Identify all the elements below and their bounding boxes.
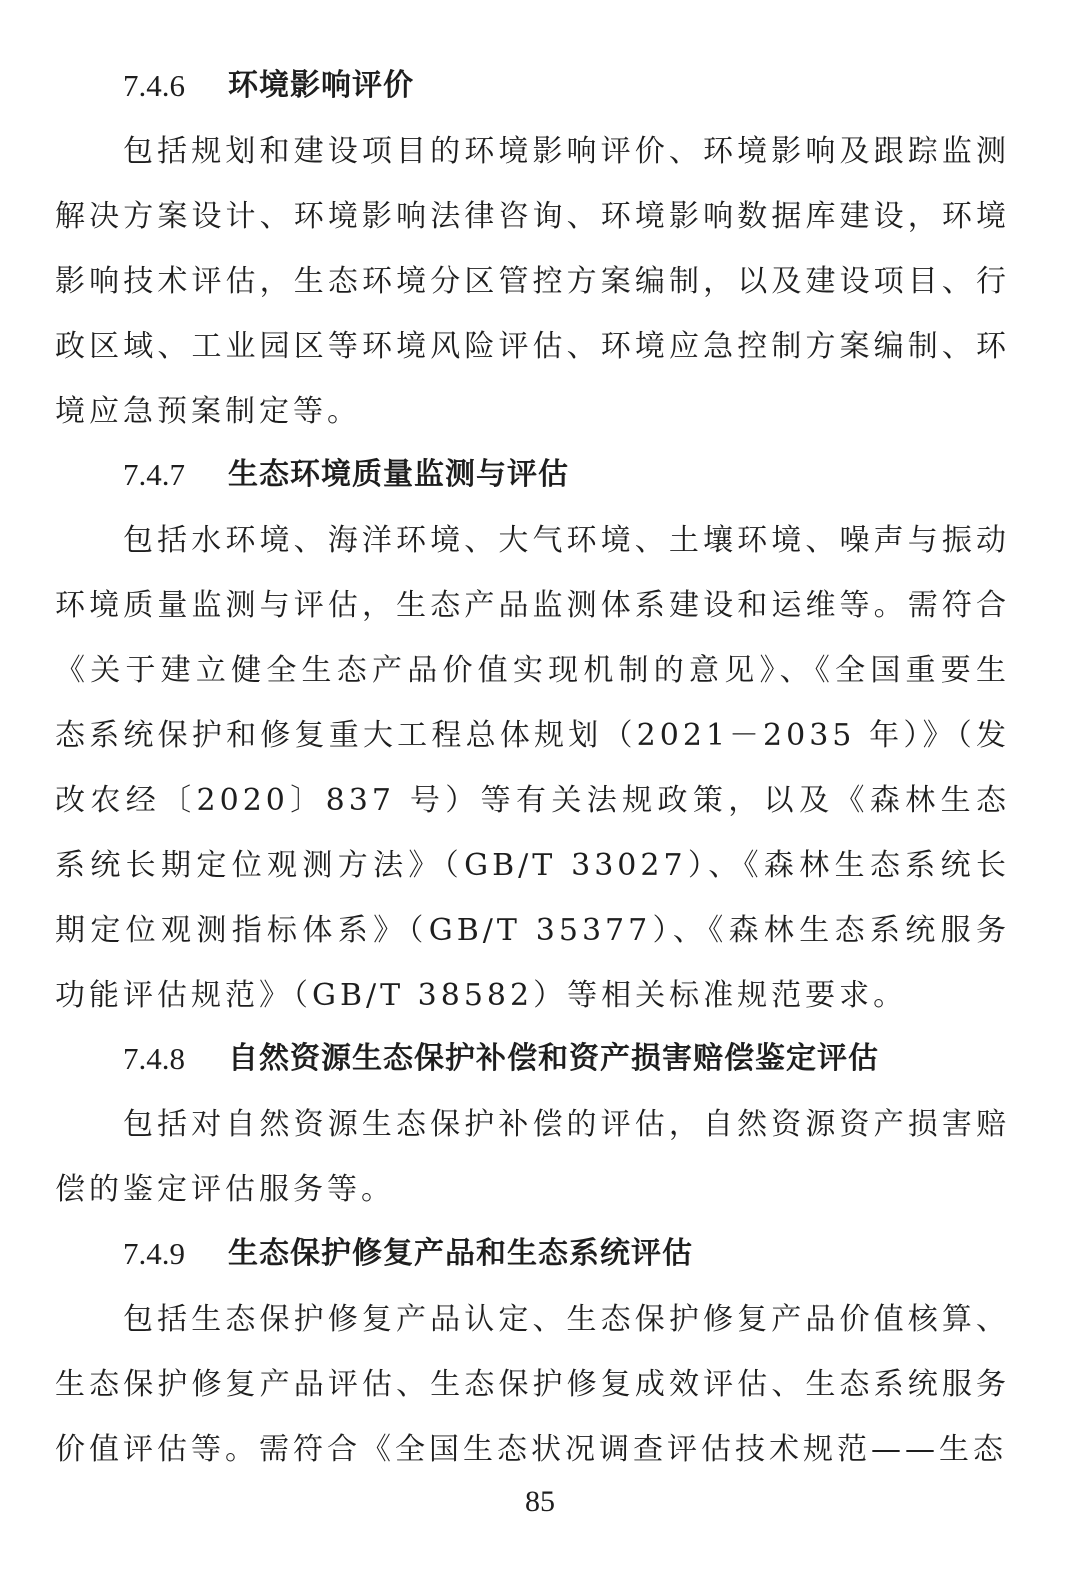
section-heading [55,442,1010,508]
section-heading [55,53,1010,119]
section-body: 包括对自然资源生态保护补偿的评估，自然资源资产损害赔偿的鉴定评估服务等。 [55,1107,1010,1207]
section-7-4-7 [55,442,1010,1028]
section-body: 包括水环境、海洋环境、大气环境、土壤环境、噪声与振动环境质量监测与评估，生态产品监测体系建设和运维等。需符合《关于建立健全生态产品价值实现机制的意见》、《全国重要生态系统保护和修复重大工程总体规划（2021－2035 年）》（发改农经〔2020〕837 号）等有关法规政策，以及《森林生态系统长期定位观测方法》（GB/T 33027）、《森林生态系统长期定位观测指标体系》（GB/T 35377）、《森林生态系统服务功能评估规范》（GB/T 38582）等相关标准规范要求。 [55,523,1010,1013]
section-title: 环境影响评价 [228,68,414,103]
section-title: 生态保护修复产品和生态系统评估 [228,1236,693,1271]
section-7-4-6 [55,53,1010,444]
section-number: 7.4.8 [123,1041,185,1076]
page-number: 85 [525,1485,555,1518]
section-7-4-8 [55,1026,1010,1222]
section-number: 7.4.6 [123,68,185,103]
section-body: 包括规划和建设项目的环境影响评价、环境影响及跟踪监测解决方案设计、环境影响法律咨询、环境影响数据库建设，环境影响技术评估，生态环境分区管控方案编制，以及建设项目、行政区域、工业园区等环境风险评估、环境应急控制方案编制、环境应急预案制定等。 [55,134,1010,429]
section-number: 7.4.9 [123,1236,185,1271]
section-heading [55,1026,1010,1092]
section-heading [55,1221,1010,1287]
section-body: 包括生态保护修复产品认定、生态保护修复产品价值核算、生态保护修复产品评估、生态保护修复成效评估、生态系统服务价值评估等。需符合《全国生态状况调查评估技术规范——生态 [55,1302,1010,1467]
section-title: 自然资源生态保护补偿和资产损害赔偿鉴定评估 [228,1041,879,1076]
section-7-4-9 [55,1221,1010,1482]
section-title: 生态环境质量监测与评估 [228,457,569,492]
section-number: 7.4.7 [123,457,185,492]
